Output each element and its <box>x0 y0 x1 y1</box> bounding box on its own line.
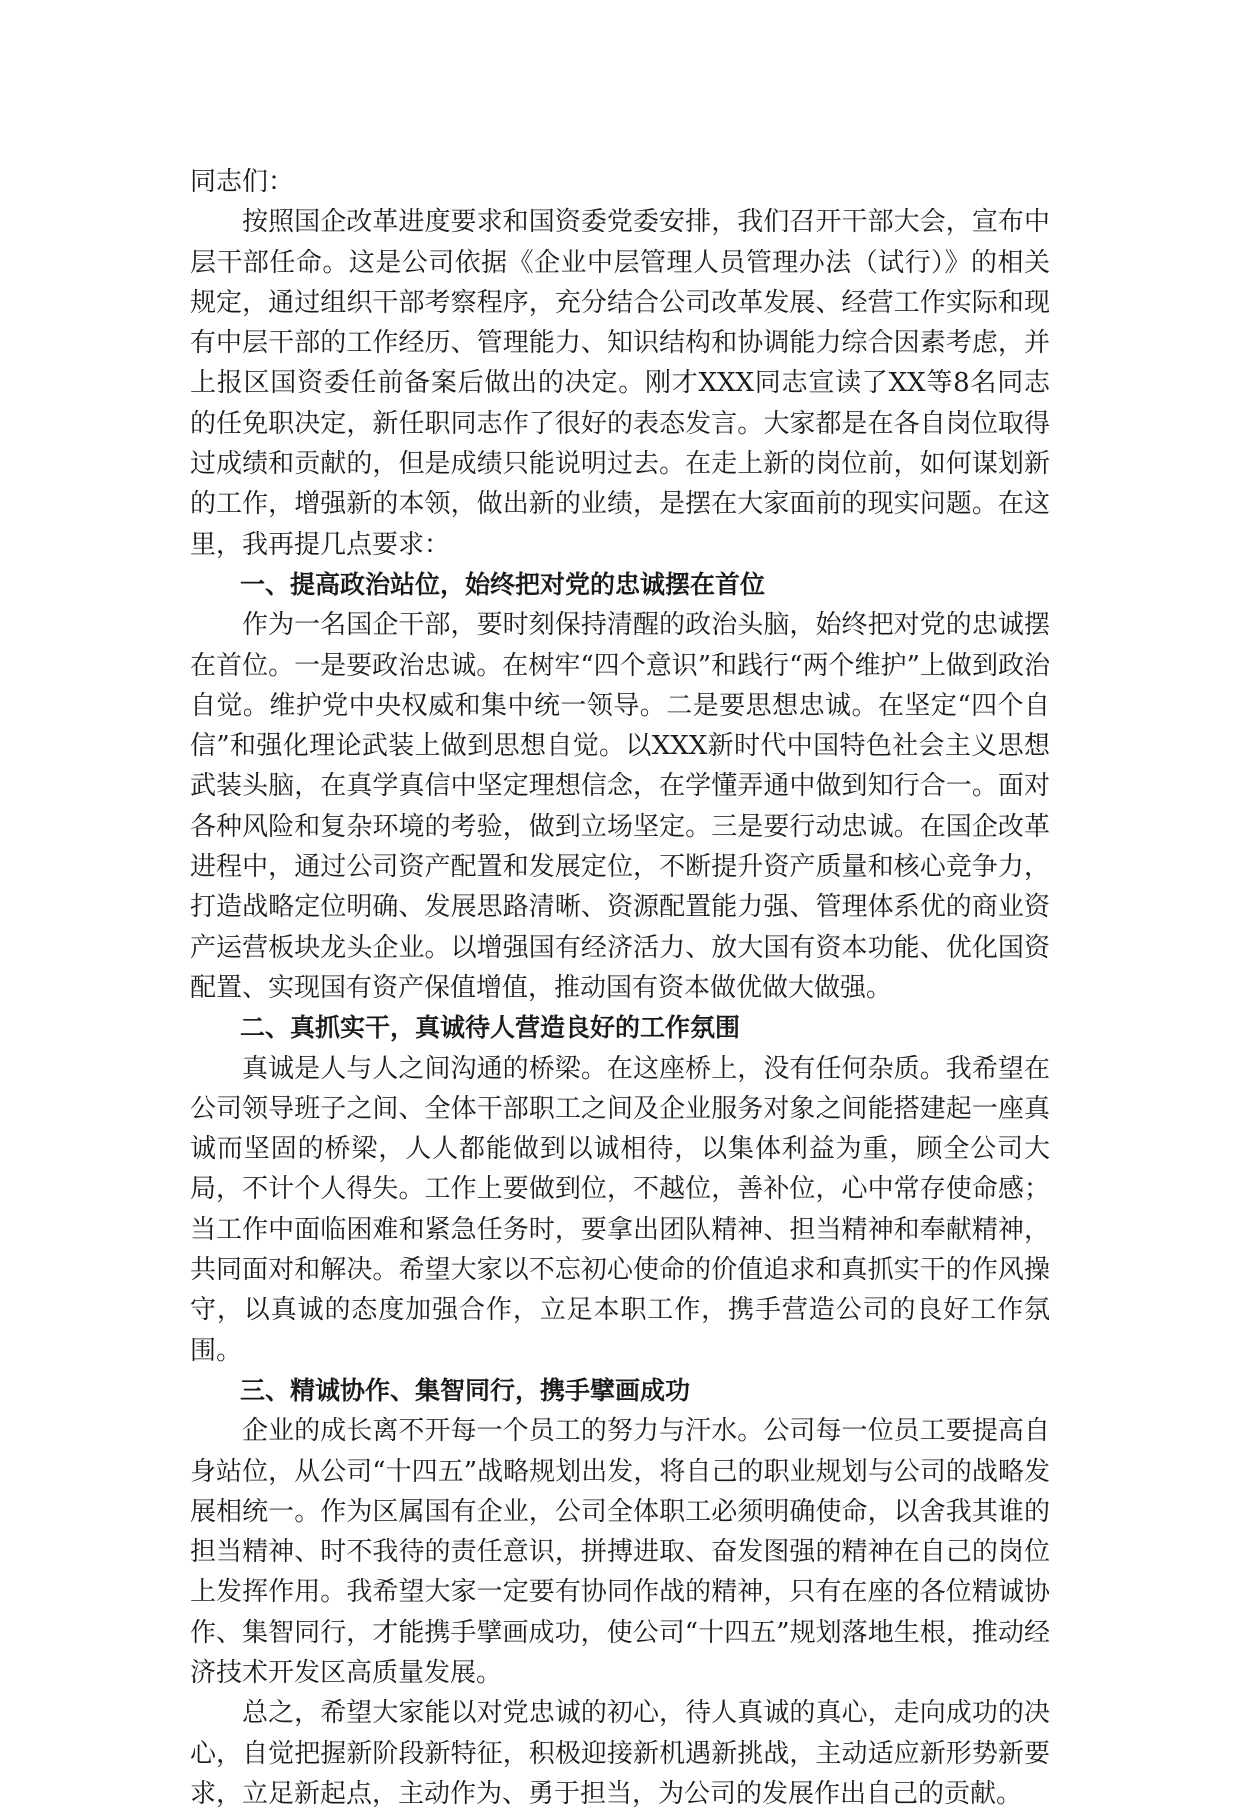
section-body-3: 企业的成长离不开每一个员工的努力与汗水。公司每一位员工要提高自身站位，从公司“十四五”战略规划出发，将自己的职业规划与公司的战略发展相统一。作为区属国有企业，公司全体职工必须明确使命，以舍我其谁的担当精神、时不我待的责任意识，拼搏进取、奋发图强的精神在自己的岗位上发挥作用。我希望大家一定要有协同作战的精神，只有在座的各位精诚协作、集智同行，才能携手擘画成功，使公司“十四五”规划落地生根，推动经济技术开发区高质量发展。 <box>190 1416 1050 1688</box>
section-heading-2: 二、真抓实干，真诚待人营造良好的工作氛围 <box>240 1013 741 1043</box>
conclusion-paragraph: 总之，希望大家能以对党忠诚的初心，待人真诚的真心，走向成功的决心，自觉把握新阶段新特征，积极迎接新机遇新挑战，主动适应新形势新要求，立足新起点，主动作为、勇于担当，为公司的发展作出自己的贡献。 <box>190 1698 1050 1809</box>
speech-body <box>190 162 1050 1814</box>
section-body-1: 作为一名国企干部，要时刻保持清醒的政治头脑，始终把对党的忠诚摆在首位。一是要政治忠诚。在树牢“四个意识”和践行“两个维护”上做到政治自觉。维护党中央权威和集中统一领导。二是要思想忠诚。在坚定“四个自信”和强化理论武装上做到思想自觉。以XXX新时代中国特色社会主义思想武装头脑，在真学真信中坚定理想信念，在学懂弄通中做到知行合一。面对各种风险和复杂环境的考验，做到立场坚定。三是要行动忠诚。在国企改革进程中，通过公司资产配置和发展定位，不断提升资产质量和核心竞争力，打造战略定位明确、发展思路清晰、资源配置能力强、管理体系优的商业资产运营板块龙头企业。以增强国有经济活力、放大国有资本功能、优化国资配置、实现国有资产保值增值，推动国有资本做优做大做强。 <box>190 610 1050 1003</box>
section-body-2: 真诚是人与人之间沟通的桥梁。在这座桥上，没有任何杂质。我希望在公司领导班子之间、全体干部职工之间及企业服务对象之间能搭建起一座真诚而坚固的桥梁，人人都能做到以诚相待，以集体利益为重，顾全公司大局，不计个人得失。工作上要做到位，不越位，善补位，心中常存使命感；当工作中面临困难和紧急任务时，要拿出团队精神、担当精神和奉献精神，共同面对和解决。希望大家以不忘初心使命的价值追求和真抓实干的作风操守，以真诚的态度加强合作，立足本职工作，携手营造公司的良好工作氛围。 <box>190 1053 1050 1366</box>
intro-paragraph: 按照国企改革进度要求和国资委党委安排，我们召开干部大会，宣布中层干部任命。这是公司依据《企业中层管理人员管理办法（试行）》的相关规定，通过组织干部考察程序，充分结合公司改革发展、经营工作实际和现有中层干部的工作经历、管理能力、知识结构和协调能力综合因素考虑，并上报区国资委任前备案后做出的决定。刚才XXX同志宣读了XX等8名同志的任免职决定，新任职同志作了很好的表态发言。大家都是在各自岗位取得过成绩和贡献的，但是成绩只能说明过去。在走上新的岗位前，如何谋划新的工作，增强新的本领，做出新的业绩，是摆在大家面前的现实问题。在这里，我再提几点要求： <box>190 207 1050 560</box>
section-heading-3: 三、精诚协作、集智同行，携手擘画成功 <box>240 1375 691 1405</box>
section-heading-1: 一、提高政治站位，始终把对党的忠诚摆在首位 <box>240 569 766 599</box>
salutation: 同志们： <box>190 167 295 197</box>
